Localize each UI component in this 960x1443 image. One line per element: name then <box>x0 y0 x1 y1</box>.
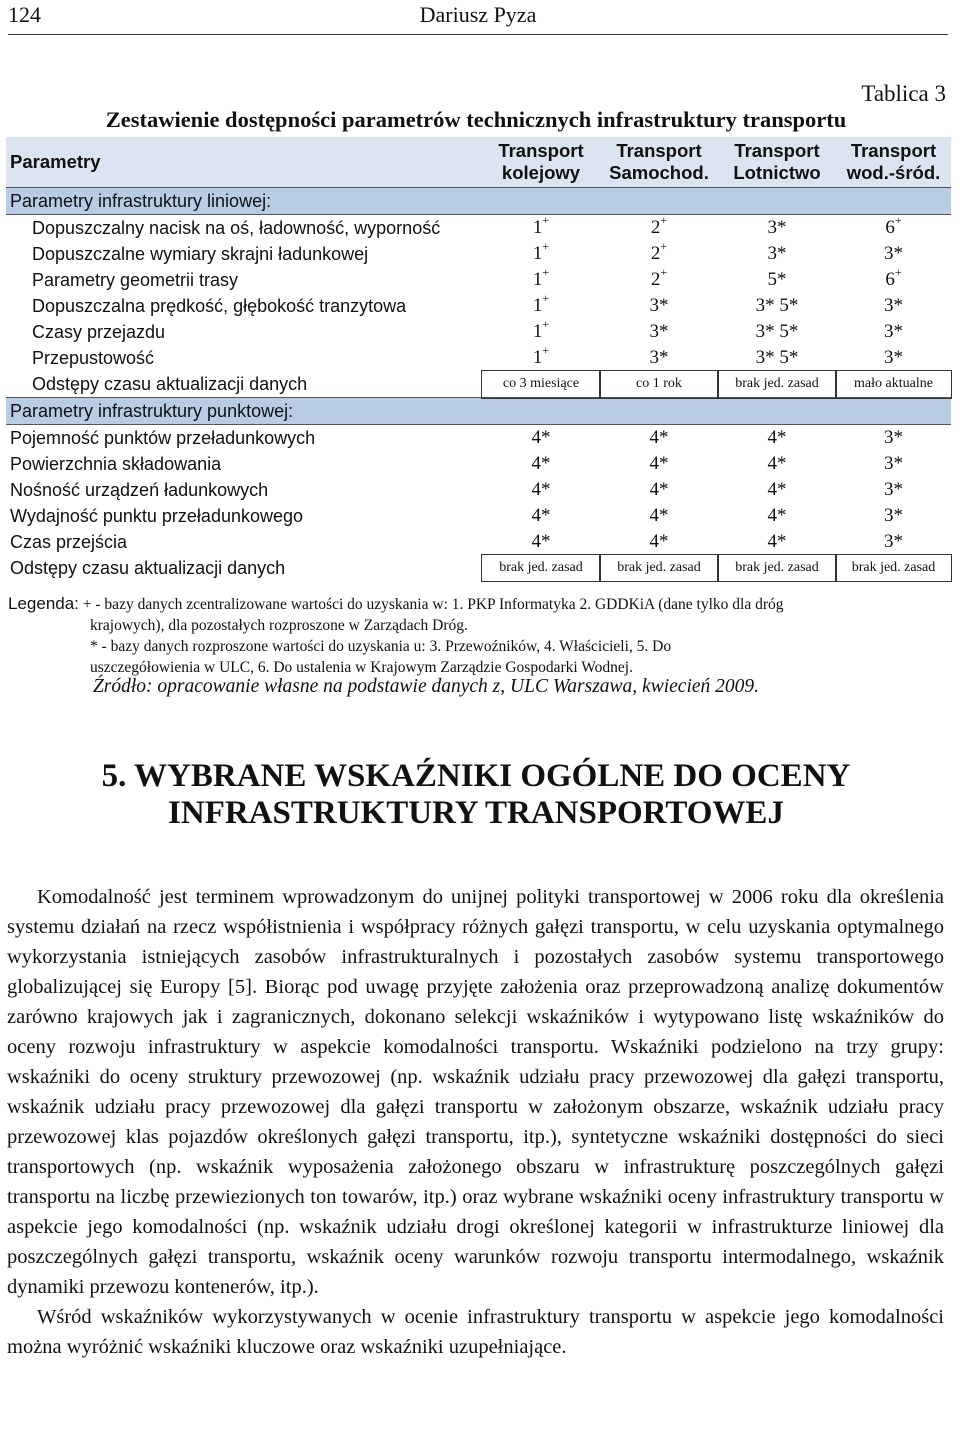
section-heading <box>0 758 952 832</box>
cell-value: 3* <box>649 347 669 368</box>
table-header-row <box>6 137 951 188</box>
cell-value: 4* <box>767 531 787 552</box>
table-row <box>6 555 951 581</box>
table-row <box>6 215 951 242</box>
superscript-plus: + <box>542 265 550 279</box>
paragraph: Wśród wskaźników wykorzystywanych w ocenie infrastruktury transportu w aspekcie jego komodalności można wyróżnić wskaźniki kluczowe oraz wskaźniki uzupełniające. <box>7 1306 944 1358</box>
legend-line-1: + - bazy danych zcentralizowane wartości do uzyskania w: 1. PKP Informatyka 2. GDDKiA (dane tylko dla dróg <box>82 596 784 613</box>
cell-value: 4* <box>649 427 669 448</box>
cell-value: mało aktualne <box>836 371 951 398</box>
superscript-plus: + <box>542 317 550 331</box>
cell-value: co 3 miesiące <box>482 371 600 398</box>
section-title: Parametry infrastruktury punktowej: <box>6 398 951 425</box>
cell-value: 3* <box>884 453 903 474</box>
row-label: Pojemność punktów przeładunkowych <box>10 428 316 448</box>
section-heading-line-2: INFRASTRUKTURY TRANSPORTOWEJ <box>168 795 784 831</box>
section-title: Parametry infrastruktury liniowej: <box>6 188 951 215</box>
cell-value: 4* <box>767 453 787 474</box>
cell-value: 3* <box>884 347 903 368</box>
superscript-plus: + <box>542 343 550 357</box>
superscript-plus: + <box>542 291 550 305</box>
row-label: Wydajność punktu przeładunkowego <box>10 506 304 526</box>
cell-value: 1+ <box>532 239 550 264</box>
row-label: Parametry geometrii trasy <box>32 270 239 290</box>
row-label: Odstępy czasu aktualizacji danych <box>32 374 308 394</box>
cell-value: brak jed. zasad <box>718 555 836 581</box>
table-row <box>6 345 951 371</box>
cell-value: 1+ <box>532 265 550 290</box>
table-row <box>6 371 951 398</box>
cell-value: 1+ <box>532 317 550 342</box>
column-header-air: Transport Lotnictwo <box>718 137 836 188</box>
cell-value: 3* <box>884 243 903 264</box>
row-label: Nośność urządzeń ładunkowych <box>10 480 269 500</box>
table-number: Tablica 3 <box>861 81 946 106</box>
cell-value: 3* <box>884 295 903 316</box>
superscript-plus: + <box>660 239 668 253</box>
section-row <box>6 188 951 215</box>
cell-value: 3* <box>884 531 903 552</box>
superscript-plus: + <box>894 265 902 279</box>
row-label: Powierzchnia składowania <box>10 454 222 474</box>
column-header-water: Transport wod.-śród. <box>836 137 951 188</box>
cell-value: 1+ <box>532 213 550 238</box>
superscript-plus: + <box>542 213 550 227</box>
cell-value: 4* <box>767 427 787 448</box>
cell-value: 1+ <box>532 343 550 368</box>
cell-value: 3* <box>884 505 903 526</box>
cell-value: 3* <box>649 321 669 342</box>
cell-value: 4* <box>649 531 669 552</box>
paragraph: Komodalność jest terminem wprowadzonym do unijnej polityki transportowej w 2006 roku dla określenia systemu działań na rzecz współistnienia i współpracy różnych gałęzi transportu, w celu uzyskania optymalnego wykorzystania istniejących zasobów infrastrukturalnych i pozostałych zasobów systemu transportowego globalizującej się Europy [5]. Biorąc pod uwagę przyjęte założenia oraz przeprowadzoną analizę dokumentów zarówno krajowych jak i zagranicznych, dokonano selekcji wskaźników i wytypowano listę wskaźników do oceny rozwoju infrastruktury w aspekcie komodalności transportu. Wskaźniki podzielono na trzy grupy: wskaźniki do oceny struktury przewozowej (np. wskaźnik udziału pracy przewozowej dla gałęzi transportu, wskaźnik udziału pracy przewozowej dla gałęzi transportu w założonym obszarze, wskaźnik udziału pracy przewozowej klas pojazdów określonych gałęzi transportu, itp.), syntetyczne wskaźniki dostępności do sieci transportowych (np. wskaźnik wyposażenia założonego obszaru w infrastrukturę poszczególnych gałęzi transportu na liczbę przewiezionych ton towarów, itp.) oraz wybrane wskaźniki oceny infrastruktury transportu w aspekcie jego komodalności (np. wskaźnik udziału drogi określonej kategorii w infrastrukturze liniowej dla poszczególnych gałęzi transportu, wskaźnik oceny warunków rozwoju transportu intermodalnego, wskaźnik dynamiki przewozu kontenerów, itp.). <box>7 886 944 1298</box>
running-head <box>8 0 948 35</box>
table-row <box>6 451 951 477</box>
cell-value: 4* <box>531 479 551 500</box>
cell-value: brak jed. zasad <box>836 555 951 581</box>
row-label: Dopuszczalne wymiary skrajni ładunkowej <box>32 244 369 264</box>
cell-value: 4* <box>531 505 551 526</box>
running-head-author: Dariusz Pyza <box>419 2 537 27</box>
cell-value: 4* <box>649 479 669 500</box>
row-label: Dopuszczalny nacisk na oś, ładowność, wyporność <box>32 218 441 238</box>
cell-value: 3* <box>884 479 903 500</box>
column-header-road: Transport Samochod. <box>600 137 718 188</box>
cell-value: 6+ <box>885 265 902 290</box>
cell-value: 3* 5* <box>755 347 799 368</box>
cell-value: 5* <box>767 269 787 290</box>
superscript-plus: + <box>542 239 550 253</box>
cell-value: brak jed. zasad <box>482 555 600 581</box>
cell-value: 2+ <box>650 213 668 238</box>
superscript-plus: + <box>660 213 668 227</box>
table-body <box>6 137 951 581</box>
column-header-rail: Transport kolejowy <box>482 137 600 188</box>
cell-value: 3* <box>884 321 903 342</box>
superscript-plus: + <box>660 265 668 279</box>
cell-value: brak jed. zasad <box>600 555 718 581</box>
page-number: 124 <box>8 2 41 27</box>
table-legend <box>8 593 908 678</box>
body-text <box>7 882 944 1362</box>
table-source: Źródło: opracowanie własne na podstawie danych z, ULC Warszawa, kwiecień 2009. <box>92 676 760 697</box>
cell-value: co 1 rok <box>600 371 718 398</box>
parameters-table <box>6 137 951 581</box>
table-title: Zestawienie dostępności parametrów technicznych infrastruktury transportu <box>105 107 847 132</box>
row-label: Czasy przejazdu <box>32 322 166 342</box>
cell-value: 4* <box>649 453 669 474</box>
row-label: Dopuszczalna prędkość, głębokość tranzytowa <box>32 296 407 316</box>
row-label: Przepustowość <box>32 348 155 368</box>
cell-value: 2+ <box>650 239 668 264</box>
cell-value: 4* <box>767 505 787 526</box>
cell-value: 3* 5* <box>755 321 799 342</box>
cell-value: brak jed. zasad <box>718 371 836 398</box>
cell-value: 3* <box>767 217 787 238</box>
cell-value: 1+ <box>532 291 550 316</box>
table-row <box>6 267 951 293</box>
superscript-plus: + <box>894 213 902 227</box>
cell-value: 4* <box>531 453 551 474</box>
cell-value: 4* <box>531 531 551 552</box>
legend-label: Legenda: <box>8 594 79 613</box>
cell-value: 4* <box>531 427 551 448</box>
cell-value: 4* <box>767 479 787 500</box>
table-row <box>6 319 951 345</box>
legend-line-3: * - bazy danych rozproszone wartości do uzyskania u: 3. Przewoźników, 4. Właścicieli, 5. Do <box>90 638 672 655</box>
cell-value: 3* <box>649 295 669 316</box>
cell-value: 6+ <box>885 213 902 238</box>
legend-line-4: uszczegółowienia w ULC, 6. Do ustalenia w Krajowym Zarządzie Gospodarki Wodnej. <box>90 659 633 676</box>
cell-value: 3* <box>884 427 903 448</box>
section-row <box>6 398 951 425</box>
table-row <box>6 425 951 452</box>
legend-line-2: krajowych), dla pozostałych rozproszone w Zarządach Dróg. <box>90 617 468 634</box>
section-heading-line-1: 5. WYBRANE WSKAŹNIKI OGÓLNE DO OCENY <box>101 758 851 794</box>
table-row <box>6 241 951 267</box>
row-label: Odstępy czasu aktualizacji danych <box>10 558 286 578</box>
table-row <box>6 477 951 503</box>
row-label: Czas przejścia <box>10 532 128 552</box>
cell-value: 2+ <box>650 265 668 290</box>
table-row <box>6 293 951 319</box>
cell-value: 3* <box>767 243 787 264</box>
cell-value: 3* 5* <box>755 295 799 316</box>
column-header-parametry: Parametry <box>6 137 482 188</box>
table-row <box>6 503 951 529</box>
table-row <box>6 529 951 555</box>
cell-value: 4* <box>649 505 669 526</box>
